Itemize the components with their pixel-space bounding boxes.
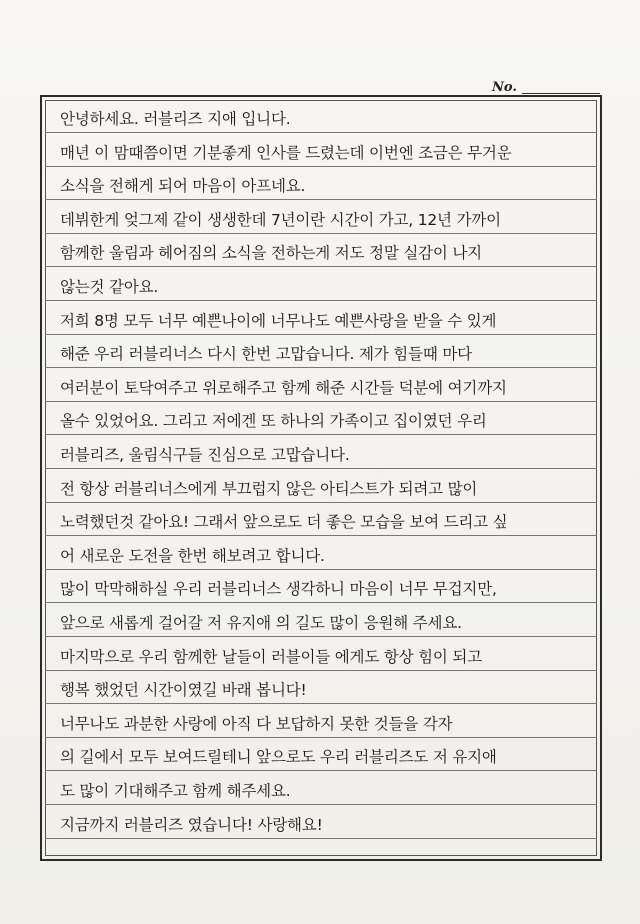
letter-line: 않는것 같아요. bbox=[60, 278, 159, 296]
letter-line: 의 길에서 모두 보여드릴테니 앞으로도 우리 러블리즈도 저 유지애 bbox=[60, 748, 497, 767]
letter-line: 행복 했었던 시간이였길 바래 봅니다! bbox=[60, 681, 307, 700]
letter-line: 안녕하세요. 러블리즈 지애 입니다. bbox=[60, 110, 291, 128]
letter-line: 노력했던것 같아요! 그래서 앞으로도 더 좋은 모습을 보여 드리고 싶 bbox=[60, 513, 508, 532]
letter-line: 함께한 울림과 헤어짐의 소식을 전하는게 저도 정말 실감이 나지 bbox=[60, 244, 482, 263]
letter-line: 지금까지 러블리즈 였습니다! 사랑해요! bbox=[60, 815, 323, 834]
letter-line: 데뷔한게 엊그제 같이 생생한데 7년이란 시간이 가고, 12년 가까이 bbox=[60, 210, 501, 229]
letter-line: 매년 이 맘때쯤이면 기분좋게 인사를 드렸는데 이번엔 조금은 무거운 bbox=[60, 143, 512, 162]
letter-line: 올수 있었어요. 그리고 저에겐 또 하나의 가족이고 집이였던 우리 bbox=[60, 412, 487, 431]
letter-line: 소식을 전해게 되어 마음이 아프네요. bbox=[60, 177, 306, 196]
letter-line: 저희 8명 모두 너무 예쁜나이에 너무나도 예쁜사랑을 받을 수 있게 bbox=[60, 311, 497, 330]
letter-line: 해준 우리 러블리너스 다시 한번 고맙습니다. 제가 힘들때 마다 bbox=[60, 345, 472, 364]
letter-line: 앞으로 새롭게 걸어갈 저 유지애 의 길도 많이 응원해 주세요. bbox=[60, 614, 462, 632]
letter-line: 도 많이 기대해주고 함께 해주세요. bbox=[60, 782, 291, 800]
letter-line: 어 새로운 도전을 한번 해보려고 합니다. bbox=[60, 546, 325, 565]
letter-line: 러블리즈, 울림식구들 진심으로 고맙습니다. bbox=[60, 446, 350, 464]
letter-line: 너무나도 과분한 사랑에 아직 다 보답하지 못한 것들을 각자 bbox=[60, 714, 453, 733]
number-underline bbox=[522, 93, 600, 94]
letter-line: 여러분이 토닥여주고 위로해주고 함께 해준 시간들 덕분에 여기까지 bbox=[60, 378, 507, 397]
letter-line: 많이 막막해하실 우리 러블리너스 생각하니 마음이 너무 무겁지만, bbox=[60, 580, 497, 599]
number-label: No. bbox=[492, 80, 517, 95]
letter-line: 마지막으로 우리 함께한 날들이 러블이들 에게도 항상 힘이 되고 bbox=[60, 647, 482, 666]
letter-line: 전 항상 러블리너스에게 부끄럽지 않은 아티스트가 되려고 많이 bbox=[60, 479, 478, 498]
